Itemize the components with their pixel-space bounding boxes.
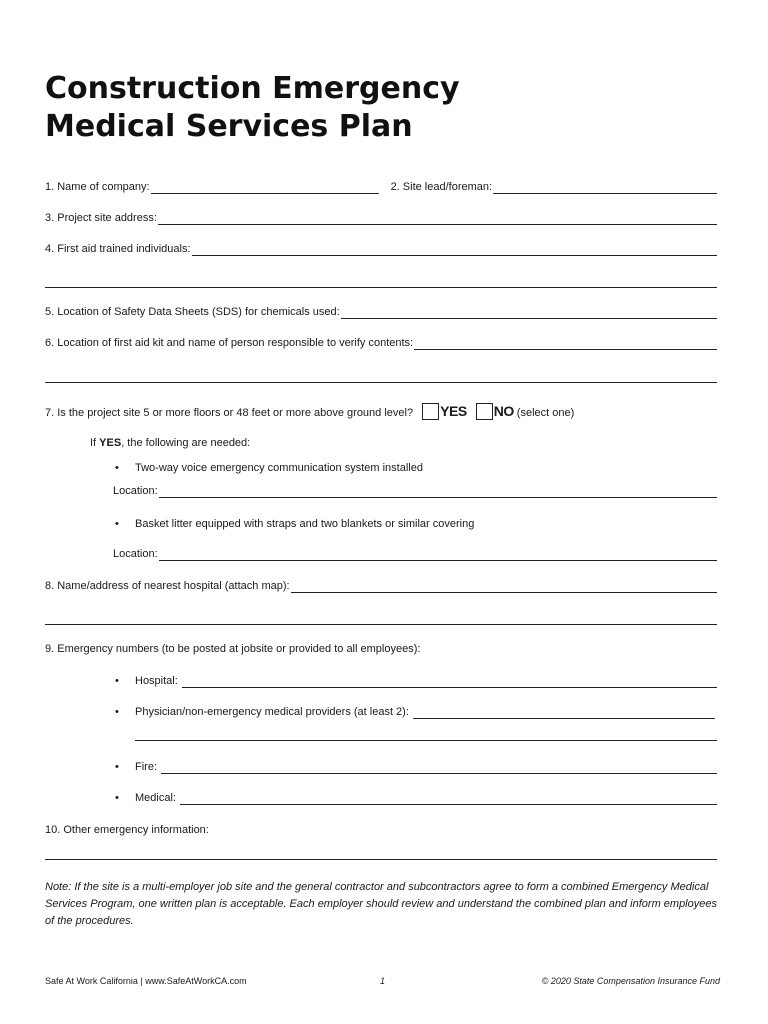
first-aid-individuals-field[interactable] <box>192 244 717 256</box>
physician-number-extra-line[interactable] <box>135 740 717 741</box>
other-info-line[interactable] <box>45 859 717 860</box>
location-2-label: Location: <box>113 548 158 560</box>
location-1-field[interactable] <box>159 486 717 498</box>
address-field[interactable] <box>158 213 717 225</box>
yes-label: YES <box>440 403 467 419</box>
physician-number-field[interactable] <box>413 707 715 719</box>
page-title <box>45 70 460 146</box>
medical-number-label: Medical: <box>135 792 176 804</box>
bullet-marker: • <box>115 706 119 718</box>
company-field[interactable] <box>151 182 379 194</box>
footer-copyright: © 2020 State Compensation Insurance Fund <box>541 976 720 986</box>
row-medical-number <box>135 792 717 805</box>
fire-number-field[interactable] <box>161 762 717 774</box>
first-aid-individuals-extra-line[interactable] <box>45 287 717 288</box>
select-one-note: (select one) <box>516 407 575 419</box>
no-label: NO <box>493 403 514 419</box>
if-yes-bold: YES <box>99 437 122 449</box>
yes-checkbox[interactable] <box>422 403 439 420</box>
bullet-communication-system: Two-way voice emergency communication system installed <box>135 462 423 474</box>
row-fire-number <box>135 761 717 774</box>
row-physician-number <box>135 706 715 719</box>
row-project-address <box>45 212 717 225</box>
note-paragraph: Note: If the site is a multi-employer job site and the general contractor and subcontractors agree to form a combined Emergency Medical Services Program, one written plan is acceptable. Each employer should review and understand the combined plan and inform employees of the procedures. <box>45 881 717 927</box>
bullet-marker: • <box>115 675 119 687</box>
emergency-numbers-heading: 9. Emergency numbers (to be posted at jobsite or provided to all employees): <box>45 643 421 655</box>
first-aid-kit-label: 6. Location of first aid kit and name of person responsible to verify contents: <box>45 337 414 349</box>
bullet-marker: • <box>115 518 119 530</box>
hospital-address-extra-line[interactable] <box>45 624 717 625</box>
hospital-number-label: Hospital: <box>135 675 178 687</box>
no-checkbox[interactable] <box>476 403 493 420</box>
if-yes-heading: If YES, the following are needed: <box>90 437 251 449</box>
row-first-aid-kit <box>45 337 717 350</box>
fire-number-label: Fire: <box>135 761 157 773</box>
bullet-marker: • <box>115 462 119 474</box>
sds-location-label: 5. Location of Safety Data Sheets (SDS) for chemicals used: <box>45 306 340 318</box>
row-first-aid-individuals <box>45 243 717 256</box>
other-info-label: 10. Other emergency information: <box>45 824 209 836</box>
site-lead-field[interactable] <box>493 182 717 194</box>
footer-page-number: 1 <box>380 976 386 986</box>
row-company-and-site-lead <box>45 181 717 194</box>
row-hospital-number <box>135 675 717 688</box>
title-line-2: Medical Services Plan <box>45 109 413 144</box>
company-label: 1. Name of company: <box>45 181 150 193</box>
first-aid-kit-extra-line[interactable] <box>45 382 717 383</box>
hospital-address-field[interactable] <box>291 581 717 593</box>
row-location-2 <box>113 548 717 561</box>
row-location-1 <box>113 485 717 498</box>
first-aid-kit-field[interactable] <box>414 338 717 350</box>
sds-location-field[interactable] <box>341 307 717 319</box>
bullet-marker: • <box>115 792 119 804</box>
q7-row <box>45 403 574 420</box>
footer-left: Safe At Work California | www.SafeAtWorkCA.com <box>45 976 247 986</box>
address-label: 3. Project site address: <box>45 212 157 224</box>
medical-number-field[interactable] <box>180 793 717 805</box>
location-1-label: Location: <box>113 485 158 497</box>
q7-question: 7. Is the project site 5 or more floors or 48 feet or more above ground level? <box>45 407 414 419</box>
row-sds-location <box>45 306 717 319</box>
location-2-field[interactable] <box>159 549 717 561</box>
hospital-address-label: 8. Name/address of nearest hospital (attach map): <box>45 580 290 592</box>
first-aid-individuals-label: 4. First aid trained individuals: <box>45 243 191 255</box>
hospital-number-field[interactable] <box>182 676 717 688</box>
row-hospital-address <box>45 580 717 593</box>
bullet-marker: • <box>115 761 119 773</box>
title-line-1: Construction Emergency <box>45 71 460 106</box>
site-lead-label: 2. Site lead/foreman: <box>390 181 493 193</box>
physician-number-label: Physician/non-emergency medical providers (at least 2): <box>135 706 409 718</box>
bullet-basket-litter: Basket litter equipped with straps and two blankets or similar covering <box>135 518 475 530</box>
